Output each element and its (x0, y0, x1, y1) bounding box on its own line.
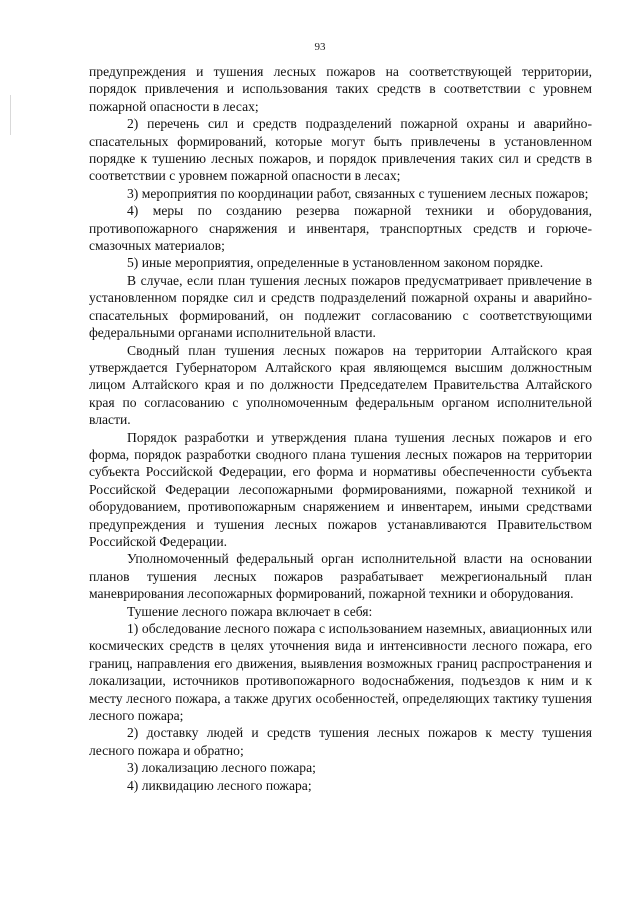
page-number: 93 (314, 41, 326, 53)
paragraph-consolidated-plan: Сводный план тушения лесных пожаров на территории Алтайского края утверждается Губернатором Алтайского края являющемся высшим должностным лицом Алтайского края и по должности Председателем Правительства Алтайского края по согласованию с уполномоченным федеральным органом исполнительной власти. (89, 342, 592, 428)
extinguishing-item-3: 3) локализацию лесного пожара; (127, 760, 316, 776)
extinguishing-item-1: 1) обследование лесного пожара с использованием наземных, авиационных или космических средств в целях уточнения вида и интенсивности лесного пожара, его границ, направления его движения, выявления возможных границ распространения и локализации, источников противопожарного водоснабжения, подъездов к ним и к месту лесного пожара, а также других особенностей, определяющих тактику тушения лесного пожара; (89, 621, 592, 724)
paragraph-continuation: предупреждения и тушения лесных пожаров на соответствующей территории, порядок привлечения и использования таких средств в соответствии с уровнем пожарной опасности в лесах; (89, 64, 592, 114)
document-body (89, 63, 592, 794)
scan-edge-mark (10, 95, 11, 135)
paragraph-procedure: Порядок разработки и утверждения плана тушения лесных пожаров и его форма, порядок разработки сводного плана тушения лесных пожаров на территории субъекта Российской Федерации, его форма и нормативы обеспеченности субъекта Российской Федерации лесопожарными формированиями, пожарной техникой и оборудованием, противопожарным снаряжением и инвентарем, иными средствами предупреждения и тушения лесных пожаров устанавливаются Правительством Российской Федерации. (89, 429, 592, 549)
list-item-4: 4) меры по созданию резерва пожарной техники и оборудования, противопожарного снаряжения и инвентаря, транспортных средств и горюче-смазочных материалов; (89, 203, 592, 254)
list-item-2: 2) перечень сил и средств подразделений пожарной охраны и аварийно-спасательных формирований, которые могут быть привлечены в установленном порядке к тушению лесных пожаров, и порядок привлечения таких сил и средств в соответствии с уровнем пожарной опасности в лесах; (89, 116, 592, 184)
extinguishing-item-4: 4) ликвидацию лесного пожара; (127, 777, 312, 793)
paragraph-extinguishing-intro: Тушение лесного пожара включает в себя: (127, 603, 373, 619)
extinguishing-item-2: 2) доставку людей и средств тушения лесных пожаров к месту тушения лесного пожара и обратно; (89, 725, 592, 758)
list-item-3: 3) мероприятия по координации работ, связанных с тушением лесных пожаров; (127, 185, 589, 201)
paragraph-interregional-plan: Уполномоченный федеральный орган исполнительной власти на основании планов тушения лесных пожаров разрабатывает межрегиональный план маневрирования лесопожарных формирований, пожарной техники и оборудования. (89, 551, 592, 602)
list-item-5: 5) иные мероприятия, определенные в установленном законом порядке. (127, 255, 544, 271)
paragraph-coordination: В случае, если план тушения лесных пожаров предусматривает привлечение в установленном порядке сил и средств подразделений пожарной охраны и аварийно-спасательных формирований, он подлежит согласованию с соответствующими федеральными органами исполнительной власти. (89, 272, 592, 341)
